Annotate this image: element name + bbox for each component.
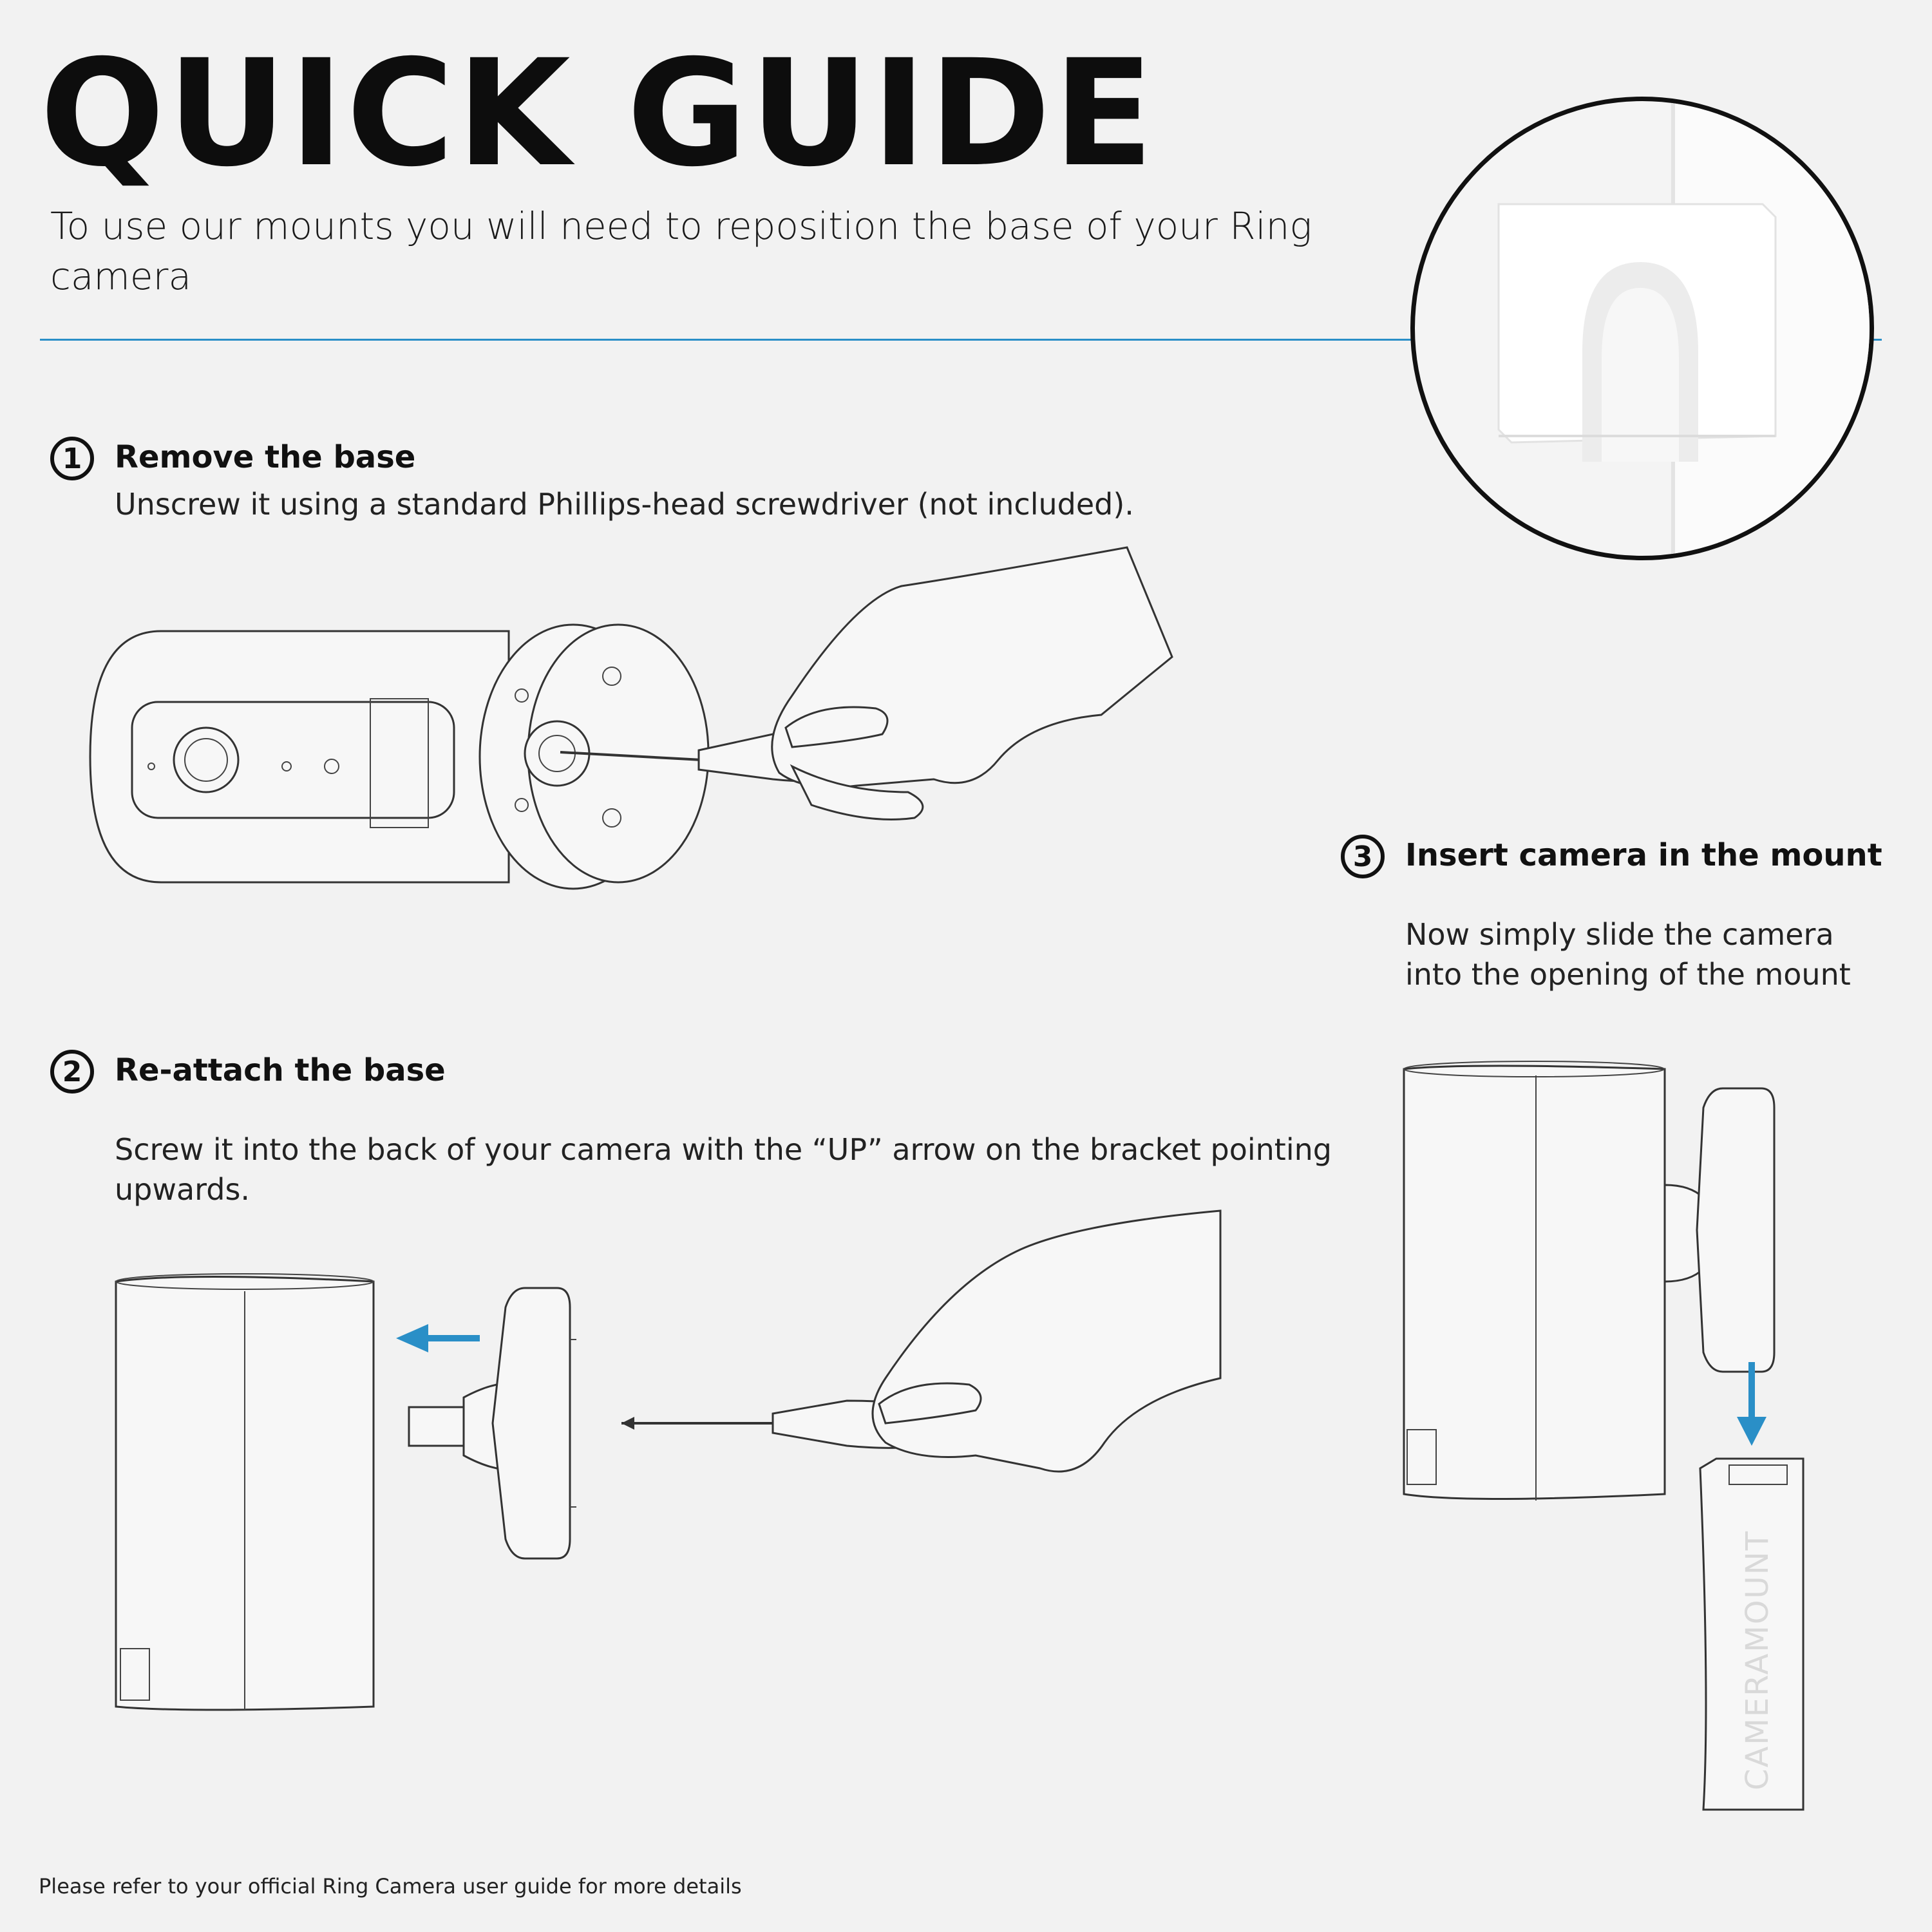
step-1-badge: 1 <box>50 437 94 480</box>
step-2-description: Screw it into the back of your camera with the “UP” arrow on the bracket pointing upwards. <box>115 1132 1332 1207</box>
step-2-title: Re-attach the base <box>115 1052 446 1088</box>
page-subtitle: To use our mounts you will need to reposition the base of your Ring camera <box>50 204 1312 298</box>
step-3-description: Now simply slide the camera into the opening of the mount <box>1405 917 1851 992</box>
mount-brand-logo: CAMERAMOUNT <box>1739 1530 1776 1790</box>
hand-icon <box>873 1211 1220 1472</box>
arrow-left-icon <box>396 1324 480 1352</box>
step-2-badge: 2 <box>50 1050 94 1094</box>
base-bracket <box>493 1288 570 1558</box>
camera-lens <box>174 728 238 792</box>
step-2-illustration <box>113 1211 1233 1719</box>
footnote: Please refer to your official Ring Camera user guide for more details <box>39 1874 742 1899</box>
page-title: QUICK GUIDE <box>40 28 1157 199</box>
step-1-description: Unscrew it using a standard Phillips-head screwdriver (not included). <box>115 487 1134 522</box>
base-bracket <box>1697 1088 1774 1372</box>
arrow-down-icon <box>1737 1362 1766 1446</box>
step-1-illustration <box>84 547 1191 908</box>
camera-body-upright <box>1404 1066 1665 1499</box>
step-3-illustration <box>1401 1056 1890 1816</box>
mount-photo <box>1410 97 1874 560</box>
threaded-screw <box>409 1407 467 1446</box>
step-3-badge: 3 <box>1341 835 1385 878</box>
mount-photo-illustration <box>1415 101 1874 560</box>
hand-icon <box>772 547 1172 788</box>
step-1-title: Remove the base <box>115 439 416 475</box>
step-3-title: Insert camera in the mount <box>1405 837 1882 873</box>
